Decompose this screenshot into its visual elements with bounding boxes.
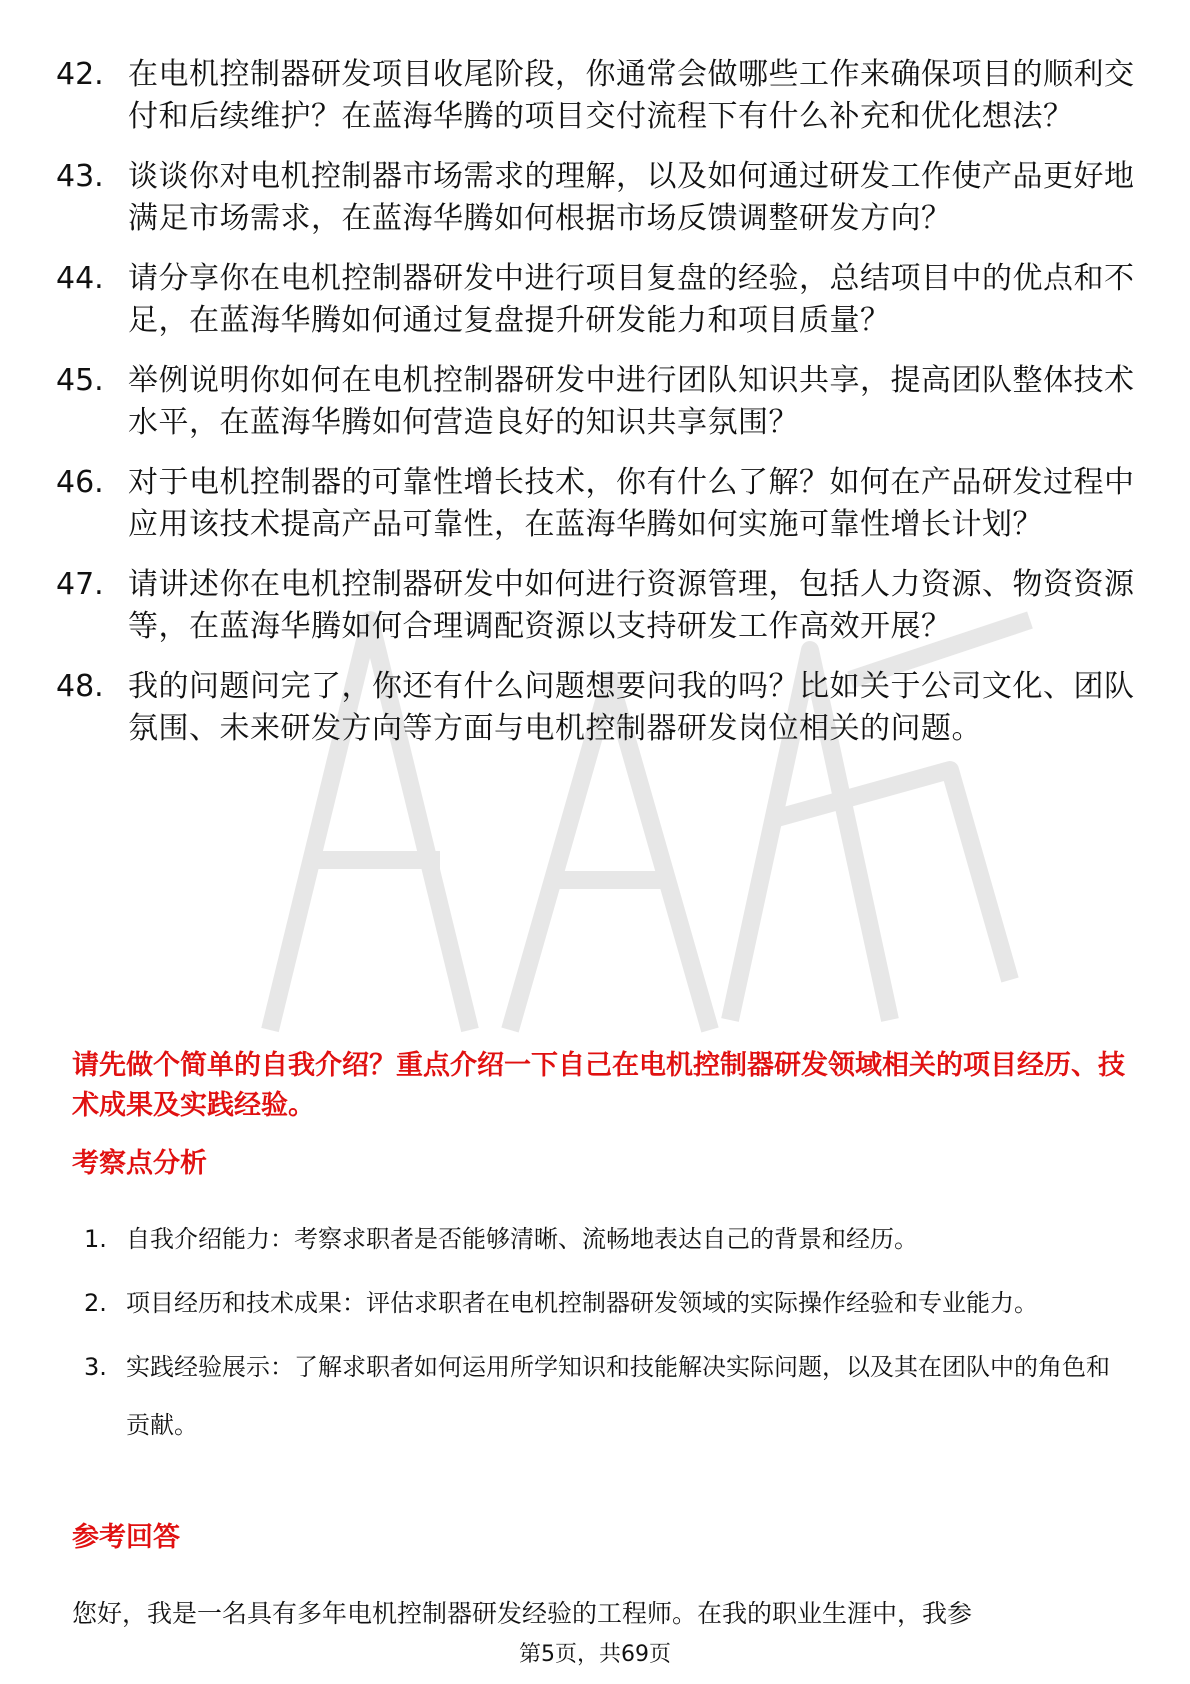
question-text: 请分享你在电机控制器研发中进行项目复盘的经验，总结项目中的优点和不足，在蓝海华腾如何通过复盘提升研发能力和项目质量？ [128,261,1135,338]
question-number: 47. [56,567,104,602]
list-item [56,462,1136,546]
list-item [56,360,1136,444]
analysis-number: 1. [84,1225,107,1253]
analysis-number: 2. [84,1289,107,1317]
question-number: 45. [56,363,104,398]
list-item [56,564,1136,648]
analysis-text: 实践经验展示：了解求职者如何运用所学知识和技能解决实际问题，以及其在团队中的角色和贡献。 [126,1353,1110,1439]
list-item [84,1338,1129,1454]
answer-paragraph: 您好，我是一名具有多年电机控制器研发经验的工程师。在我的职业生涯中，我参 [72,1599,973,1628]
question-text: 举例说明你如何在电机控制器研发中进行团队知识共享，提高团队整体技术水平，在蓝海华腾如何营造良好的知识共享氛围？ [128,363,1135,440]
question-text: 我的问题问完了，你还有什么问题想要问我的吗？比如关于公司文化、团队氛围、未来研发方向等方面与电机控制器研发岗位相关的问题。 [128,669,1135,746]
analysis-number: 3. [84,1353,107,1381]
question-text: 请讲述你在电机控制器研发中如何进行资源管理，包括人力资源、物资资源等，在蓝海华腾如何合理调配资源以支持研发工作高效开展？ [128,567,1135,644]
analysis-text: 自我介绍能力：考察求职者是否能够清晰、流畅地表达自己的背景和经历。 [126,1225,918,1253]
question-list [56,54,1136,768]
list-item [56,54,1136,138]
list-item [84,1274,1129,1332]
question-number: 48. [56,669,104,704]
list-item [56,156,1136,240]
list-item [56,666,1136,750]
question-number: 42. [56,57,104,92]
list-item [84,1210,1129,1268]
question-number: 44. [56,261,104,296]
question-number: 43. [56,159,104,194]
question-text: 谈谈你对电机控制器市场需求的理解，以及如何通过研发工作使产品更好地满足市场需求，在蓝海华腾如何根据市场反馈调整研发方向？ [128,159,1135,236]
question-number: 46. [56,465,104,500]
list-item [56,258,1136,342]
section-question-heading: 请先做个简单的自我介绍？重点介绍一下自己在电机控制器研发领域相关的项目经历、技术成果及实践经验。 [72,1050,1125,1121]
analysis-list [84,1210,1129,1460]
analysis-heading: 考察点分析 [72,1148,207,1179]
analysis-text: 项目经历和技术成果：评估求职者在电机控制器研发领域的实际操作经验和专业能力。 [126,1289,1038,1317]
page-number-footer: 第5页，共69页 [519,1642,671,1667]
question-text: 在电机控制器研发项目收尾阶段，你通常会做哪些工作来确保项目的顺利交付和后续维护？在蓝海华腾的项目交付流程下有什么补充和优化想法？ [128,57,1135,134]
answer-heading: 参考回答 [72,1522,180,1553]
question-text: 对于电机控制器的可靠性增长技术，你有什么了解？如何在产品研发过程中应用该技术提高产品可靠性，在蓝海华腾如何实施可靠性增长计划？ [128,465,1135,542]
